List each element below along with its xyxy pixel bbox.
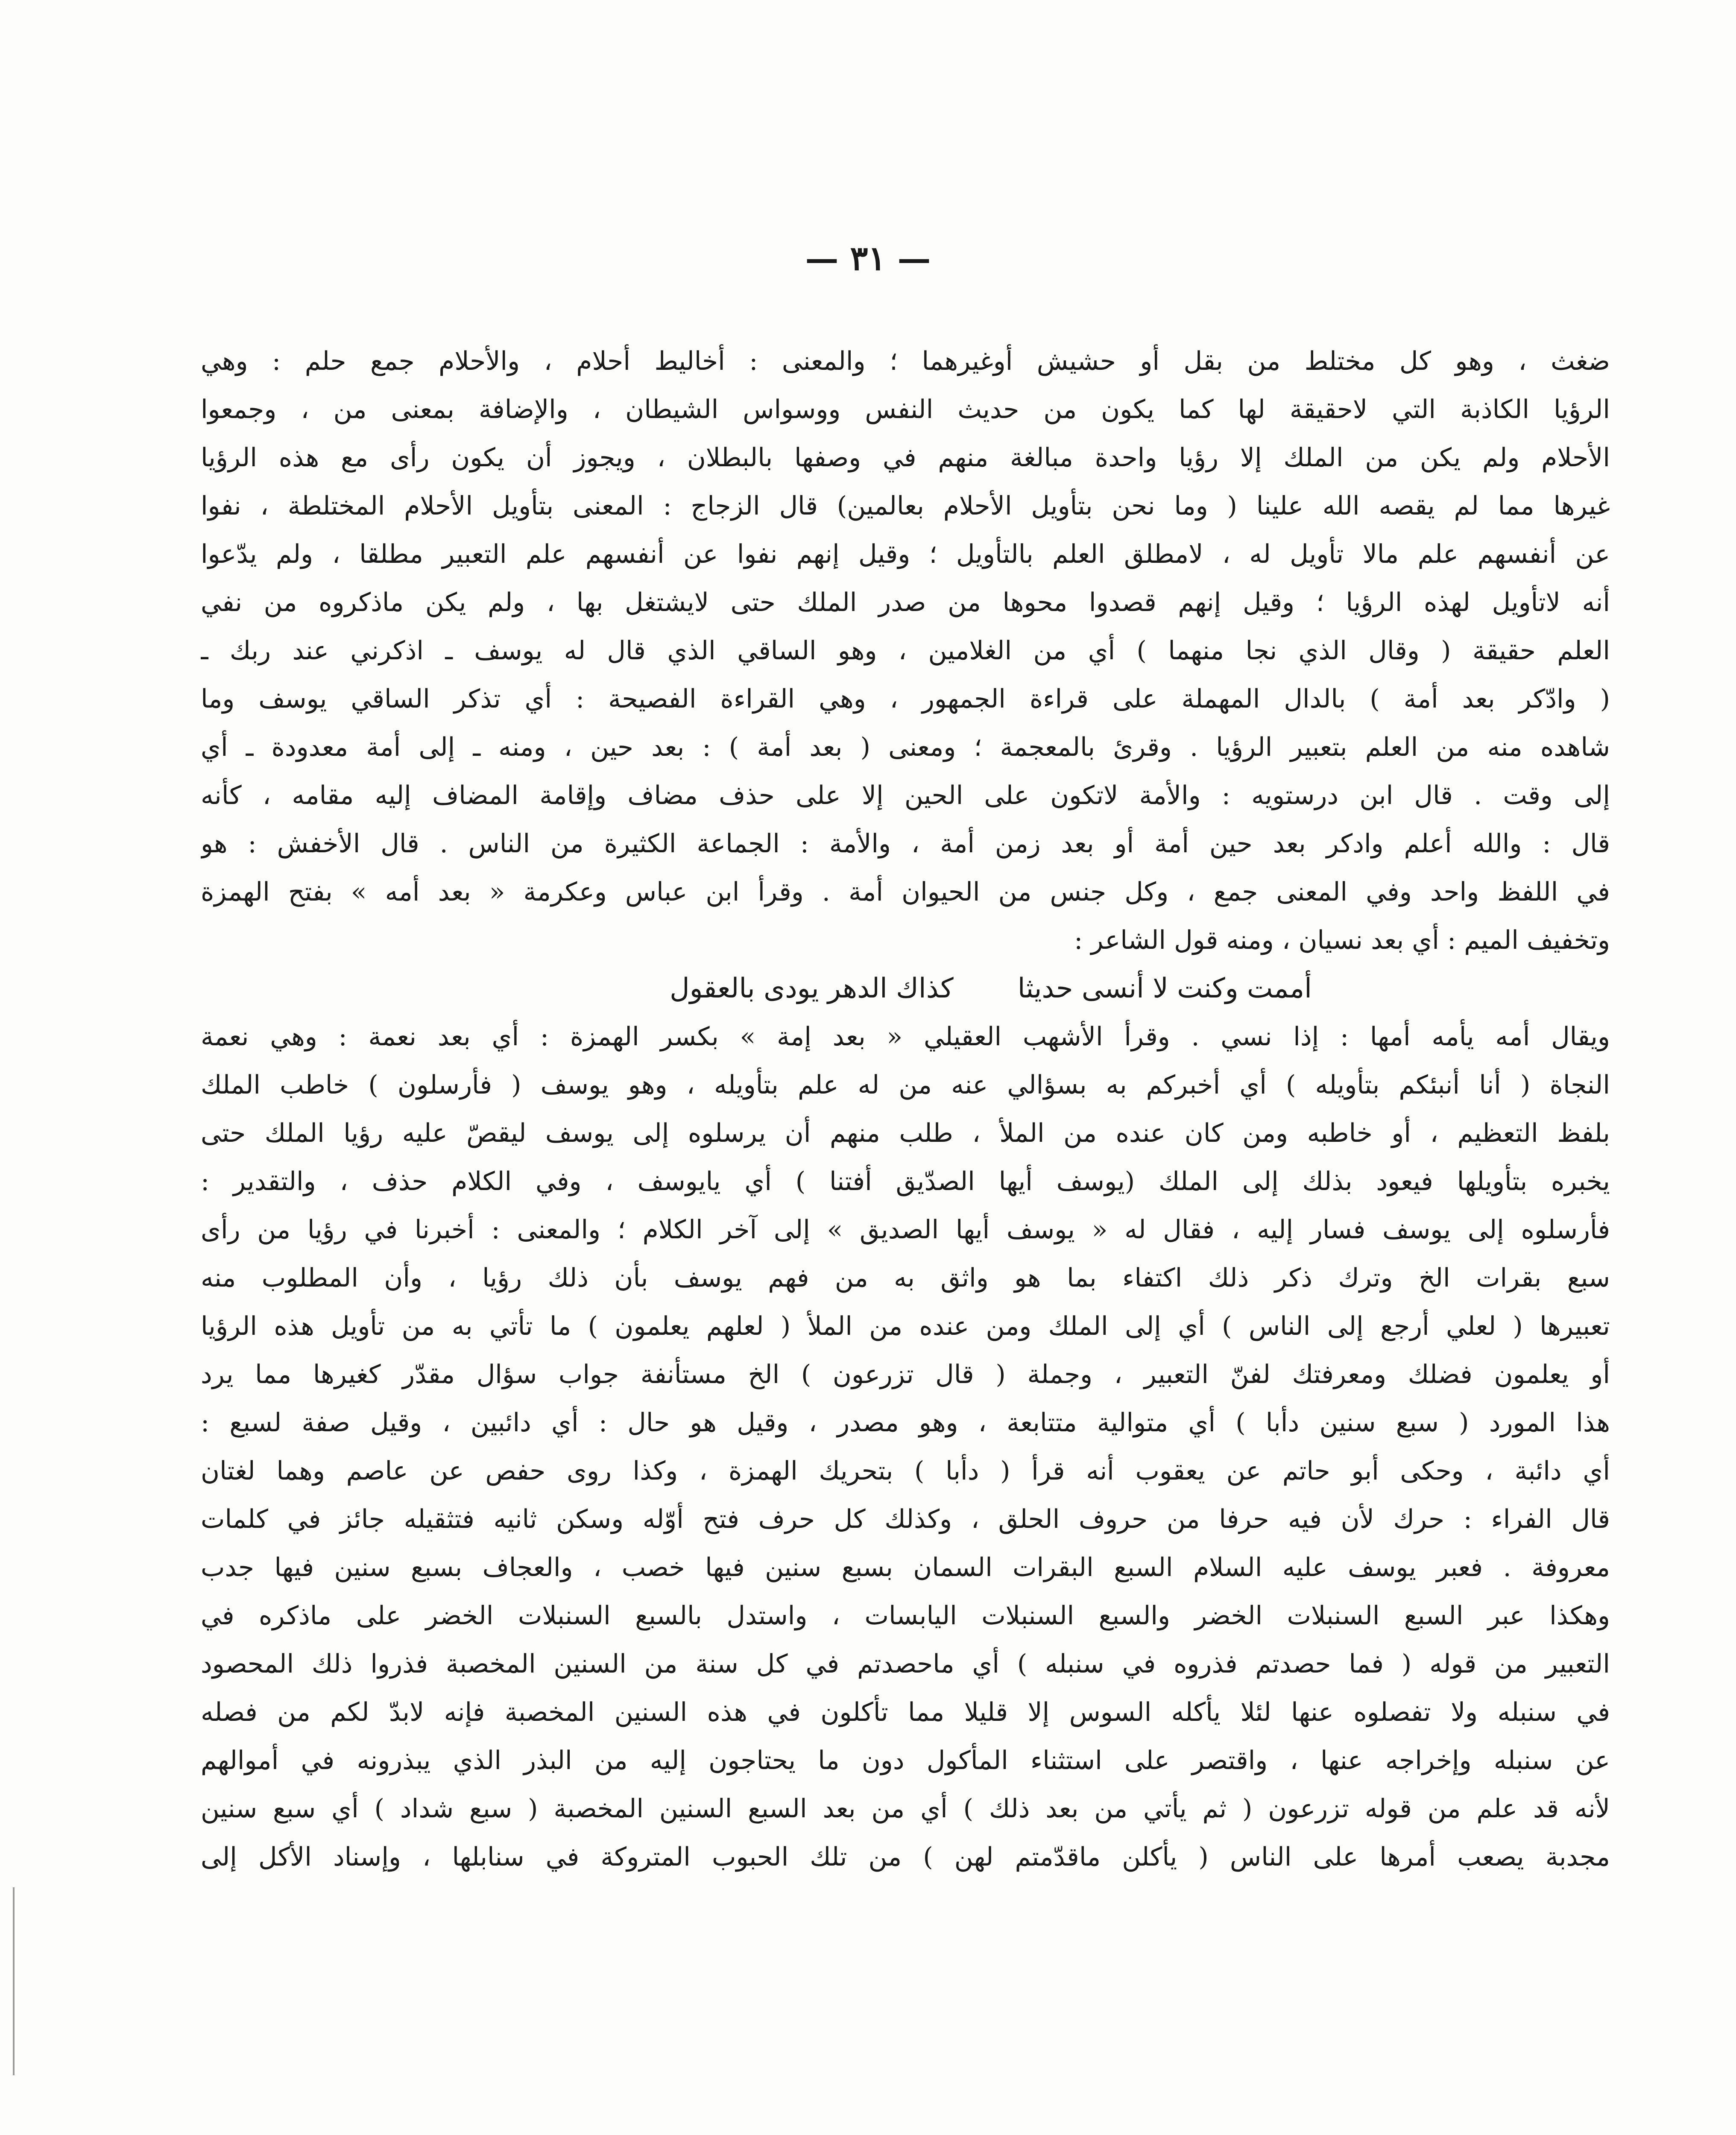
- text-line: أنه لاتأويل لهذه الرؤيا ؛ وقيل إنهم قصدوا محوها من صدر الملك حتى لايشتغل بها ، ولم يكن ماذكروه من نفي: [201, 588, 1610, 617]
- text-line: معروفة . فعبر يوسف عليه السلام السبع البقرات السمان بسبع سنين فيها خصب ، والعجاف بسبع سنين فيها جدب: [201, 1553, 1610, 1582]
- text-line: أي دائبة ، وحكى أبو حاتم عن يعقوب أنه قرأ ( دأبا ) بتحريك الهمزة ، وكذا روى حفص عن عاصم وهما لغتان: [201, 1456, 1610, 1486]
- text-line: إلى وقت . قال ابن درستويه : والأمة لاتكون على الحين إلا على حذف مضاف وإقامة المضاف إليه مقامه ، كأنه: [201, 781, 1610, 810]
- text-line: العلم حقيقة ( وقال الذي نجا منهما ) أي من الغلامين ، وهو الساقي الذي قال له يوسف ـ اذكرني عند ربك ـ: [201, 636, 1610, 666]
- verse-first-hemistich: أممت وكنت لا أنسى حديثا: [1017, 973, 1312, 1004]
- poetry-verse: [201, 965, 1610, 1013]
- text-line: بلفظ التعظيم ، أو خاطبه ومن كان عنده من الملأ ، طلب منهم أن يرسلوه إلى يوسف ليقصّ عليه رؤيا الملك حتى: [201, 1118, 1610, 1148]
- text-line: غيرها مما لم يقصه الله علينا ( وما نحن بتأويل الأحلام بعالمين) قال الزجاج : المعنى بتأويل الأحلام المختلطة ، نفوا: [201, 491, 1610, 521]
- text-line: هذا المورد ( سبع سنين دأبا ) أي متوالية متتابعة ، وهو مصدر ، وقيل هو حال : أي دائبين ، وقيل صفة لسبع :: [201, 1408, 1610, 1438]
- text-line: سبع بقرات الخ وترك ذكر ذلك اكتفاء بما هو واثق به من فهم يوسف بأن ذلك رؤيا ، وأن المطلوب منه: [201, 1263, 1610, 1293]
- body-text: [201, 337, 1610, 1881]
- text-line: شاهده منه من العلم بتعبير الرؤيا . وقرئ بالمعجمة ؛ ومعنى ( بعد أمة ) : بعد حين ، ومنه ـ إلى أمة معدودة ـ أي: [201, 732, 1610, 762]
- text-line: وهكذا عبر السبع السنبلات الخضر والسبع السنبلات اليابسات ، واستدل بالسبع السنبلات الخضر على ماذكره في: [201, 1601, 1610, 1631]
- text-line: في سنبله ولا تفصلوه عنها لئلا يأكله السوس إلا قليلا مما تأكلون في هذه السنين المخصبة فإنه لابدّ لكم من فصله: [201, 1697, 1610, 1727]
- text-line: ضغث ، وهو كل مختلط من بقل أو حشيش أوغيرهما ؛ والمعنى : أخاليط أحلام ، والأحلام جمع حلم : وهي: [201, 346, 1610, 376]
- text-line: فأرسلوه إلى يوسف فسار إليه ، فقال له « يوسف أيها الصديق » إلى آخر الكلام ؛ والمعنى : أخبرنا في رؤيا من رأى: [201, 1215, 1610, 1245]
- text-line: في اللفظ واحد وفي المعنى جمع ، وكل جنس من الحيوان أمة . وقرأ ابن عباس وعكرمة « بعد أمه » بفتح الهمزة: [201, 877, 1610, 907]
- text-line: النجاة ( أنا أنبئكم بتأويله ) أي أخبركم به بسؤالي عنه من له علم بتأويله ، وهو يوسف ( فأرسلون ) خاطب الملك: [201, 1070, 1610, 1100]
- text-line: تعبيرها ( لعلي أرجع إلى الناس ) أي إلى الملك ومن عنده من الملأ ( لعلهم يعلمون ) ما تأتي به من تأويل هذه الرؤيا: [201, 1311, 1610, 1341]
- text-line: وتخفيف الميم : أي بعد نسيان ، ومنه قول الشاعر :: [1074, 925, 1610, 955]
- text-line: ويقال أمه يأمه أمها : إذا نسي . وقرأ الأشهب العقيلي « بعد إمة » بكسر الهمزة : أي بعد نعمة : وهي نعمة: [201, 1022, 1610, 1052]
- text-line: التعبير من قوله ( فما حصدتم فذروه في سنبله ) أي ماحصدتم في كل سنة من السنين المخصبة فذروا ذلك المحصود: [201, 1649, 1610, 1679]
- text-line: الأحلام ولم يكن من الملك إلا رؤيا واحدة مبالغة منهم في وصفها بالبطلان ، ويجوز أن يكون رأى مع هذه الرؤيا: [201, 443, 1610, 473]
- text-line: قال الفراء : حرك لأن فيه حرفا من حروف الحلق ، وكذلك كل حرف فتح أوّله وسكن ثانيه فتثقيله جائز في كلمات: [201, 1504, 1610, 1534]
- verse-second-hemistich: كذاك الدهر يودى بالعقول: [670, 973, 954, 1004]
- text-line: لأنه قد علم من قوله تزرعون ( ثم يأتي من بعد ذلك ) أي من بعد السبع السنين المخصبة ( سبع شداد ) أي سبع سنين: [201, 1794, 1610, 1824]
- page-number: — ٣١ —: [805, 239, 931, 278]
- text-line: قال : والله أعلم وادكر بعد حين أمة أو بعد زمن أمة ، والأمة : الجماعة الكثيرة من الناس . قال الأخفش : هو: [201, 829, 1610, 859]
- text-line: ( وادّكر بعد أمة ) بالدال المهملة على قراءة الجمهور ، وهي القراءة الفصيحة : أي تذكر الساقي يوسف وما: [201, 684, 1610, 714]
- text-line: أو يعلمون فضلك ومعرفتك لفنّ التعبير ، وجملة ( قال تزرعون ) الخ مستأنفة جواب سؤال مقدّر كغيرها مما يرد: [201, 1360, 1610, 1389]
- text-line: عن أنفسهم علم مالا تأويل له ، لامطلق العلم بالتأويل ؛ وقيل إنهم نفوا عن أنفسهم علم التعبير مطلقا ، ولم يدّعوا: [201, 539, 1610, 569]
- text-line: مجدبة يصعب أمرها على الناس ( يأكلن ماقدّمتم لهن ) من تلك الحبوب المتروكة في سنابلها ، وإسناد الأكل إلى: [201, 1842, 1610, 1872]
- text-line: عن سنبله وإخراجه عنها ، واقتصر على استثناء المأكول دون ما يحتاجون إليه من البذر الذي يبذرونه في أموالهم: [201, 1746, 1610, 1775]
- margin-scan-line: [13, 1887, 15, 2075]
- text-line: يخبره بتأويلها فيعود بذلك إلى الملك (يوسف أيها الصدّيق أفتنا ) أي يايوسف ، وفي الكلام حذف ، والتقدير :: [201, 1167, 1610, 1196]
- text-line: الرؤيا الكاذبة التي لاحقيقة لها كما يكون من حديث النفس ووسواس الشيطان ، والإضافة بمعنى من ، وجمعوا: [201, 395, 1610, 424]
